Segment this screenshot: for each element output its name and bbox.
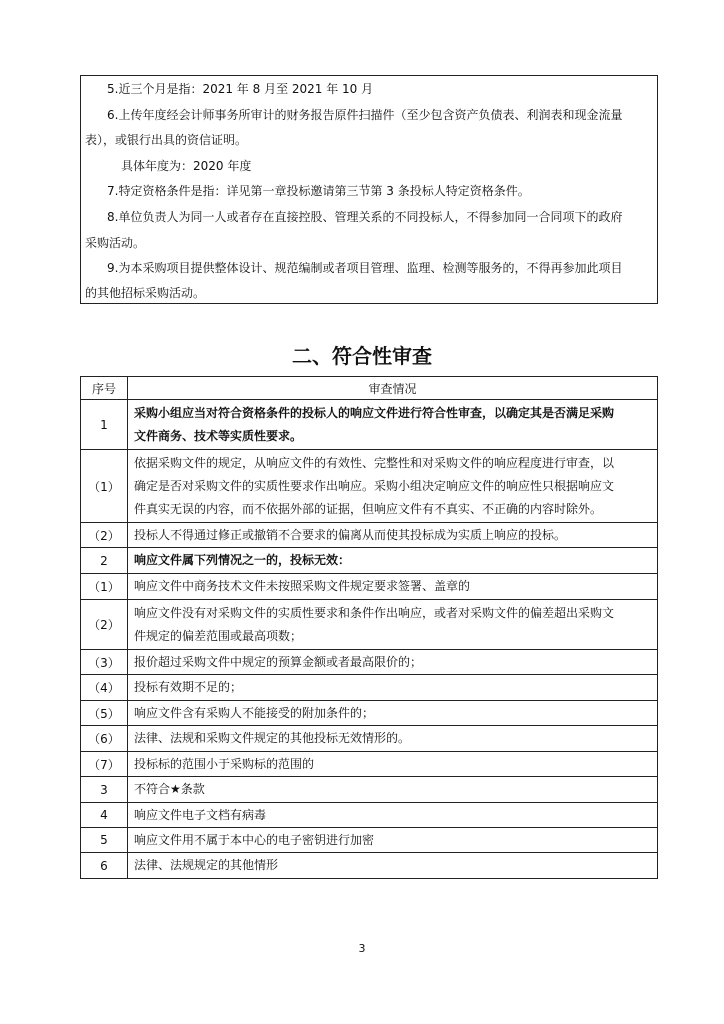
row-content <box>128 450 658 523</box>
table-row <box>81 853 658 879</box>
table-row <box>81 726 658 752</box>
row-number: （2） <box>81 600 128 650</box>
note-line: 8.单位负责人为同一人或者存在直接控股、管理关系的不同投标人，不得参加同一合同项下的政府 <box>107 210 623 224</box>
note-line: 具体年度为：2020 年度 <box>121 159 252 173</box>
compliance-review-table <box>80 376 658 879</box>
row-content <box>128 574 658 600</box>
table-row <box>81 777 658 803</box>
row-number: （3） <box>81 650 128 675</box>
row-line: 不符合★条款 <box>134 782 205 796</box>
row-line: 法律、法规和采购文件规定的其他投标无效情形的。 <box>134 731 411 745</box>
row-line: 文件商务、技术等实质性要求。 <box>134 428 303 443</box>
table-row <box>81 400 658 450</box>
row-number: （7） <box>81 752 128 777</box>
note-line: 采购活动。 <box>85 236 146 250</box>
row-number: （1） <box>81 450 128 523</box>
row-line: 响应文件中商务技术文件未按照采购文件规定要求签署、盖章的 <box>134 579 471 593</box>
row-line: 报价超过采购文件中规定的预算金额或者最高限价的； <box>134 654 423 669</box>
row-line: 投标有效期不足的； <box>134 680 243 694</box>
row-line: 投标人不得通过修正或撤销不合要求的偏离从而使其投标成为实质上响应的投标。 <box>134 527 567 542</box>
row-line: 依据采购文件的规定，从响应文件的有效性、完整性和对采购文件的响应程度进行审查，以 <box>134 455 615 470</box>
row-content <box>128 803 658 828</box>
row-number: 1 <box>81 400 128 450</box>
row-content <box>128 853 658 879</box>
row-content <box>128 523 658 548</box>
row-line: 采购小组应当对符合资格条件的投标人的响应文件进行符合性审查，以确定其是否满足采购 <box>134 405 615 420</box>
header-no: 序号 <box>81 377 128 400</box>
row-line: 投标标的范围小于采购标的范围的 <box>134 756 315 771</box>
table-header-row <box>81 377 658 400</box>
row-content <box>128 701 658 726</box>
table-row <box>81 675 658 701</box>
row-content <box>128 752 658 777</box>
row-content <box>128 650 658 675</box>
table-row <box>81 803 658 828</box>
row-number: （1） <box>81 574 128 600</box>
note-line: 9.为本采购项目提供整体设计、规范编制或者项目管理、监理、检测等服务的，不得再参加此项目 <box>107 261 623 275</box>
table-row <box>81 701 658 726</box>
row-line: 件真实无误的内容，而不依据外部的证据，但响应文件有不真实、不正确的内容时除外。 <box>134 501 603 516</box>
row-number: （4） <box>81 675 128 701</box>
row-number: 5 <box>81 828 128 853</box>
row-content <box>128 726 658 752</box>
row-line: 响应文件电子文档有病毒 <box>134 807 267 822</box>
note-line: 5.近三个月是指：2021 年 8 月至 2021 年 10 月 <box>107 82 374 96</box>
table-row <box>81 650 658 675</box>
section-title: 二、符合性审查 <box>292 344 432 368</box>
row-content <box>128 828 658 853</box>
row-number: （5） <box>81 701 128 726</box>
note-line: 7.特定资格条件是指：详见第一章投标邀请第三节第 3 条投标人特定资格条件。 <box>107 184 530 198</box>
row-content <box>128 777 658 803</box>
note-line: 表），或银行出具的资信证明。 <box>85 133 248 147</box>
row-content <box>128 400 658 450</box>
table-row <box>81 600 658 650</box>
row-content <box>128 675 658 701</box>
row-content <box>128 548 658 574</box>
row-number: （2） <box>81 523 128 548</box>
row-number: 2 <box>81 548 128 574</box>
table-row <box>81 574 658 600</box>
row-line: 确定是否对采购文件的实质性要求作出响应。采购小组决定响应文件的响应性只根据响应文 <box>134 478 615 493</box>
note-line: 的其他招标采购活动。 <box>85 286 206 300</box>
row-line: 法律、法规规定的其他情形 <box>134 858 279 872</box>
row-number: 4 <box>81 803 128 828</box>
row-number: （6） <box>81 726 128 752</box>
page-number: 3 <box>358 942 366 955</box>
row-line: 响应文件用不属于本中心的电子密钥进行加密 <box>134 832 375 847</box>
table-row <box>81 548 658 574</box>
header-content: 审查情况 <box>128 377 658 400</box>
table-row <box>81 523 658 548</box>
row-line: 件规定的偏差范围或最高项数； <box>134 628 303 643</box>
table-row <box>81 450 658 523</box>
qualification-notes-box <box>80 75 658 304</box>
row-line: 响应文件属下列情况之一的，投标无效： <box>134 553 351 567</box>
table-row <box>81 752 658 777</box>
row-content <box>128 600 658 650</box>
row-number: 6 <box>81 853 128 879</box>
note-line: 6.上传年度经会计师事务所审计的财务报告原件扫描件（至少包含资产负债表、利润表和现金流量 <box>107 108 623 122</box>
row-line: 响应文件没有对采购文件的实质性要求和条件作出响应，或者对采购文件的偏差超出采购文 <box>134 605 615 620</box>
row-line: 响应文件含有采购人不能接受的附加条件的； <box>134 705 375 720</box>
row-number: 3 <box>81 777 128 803</box>
table-row <box>81 828 658 853</box>
